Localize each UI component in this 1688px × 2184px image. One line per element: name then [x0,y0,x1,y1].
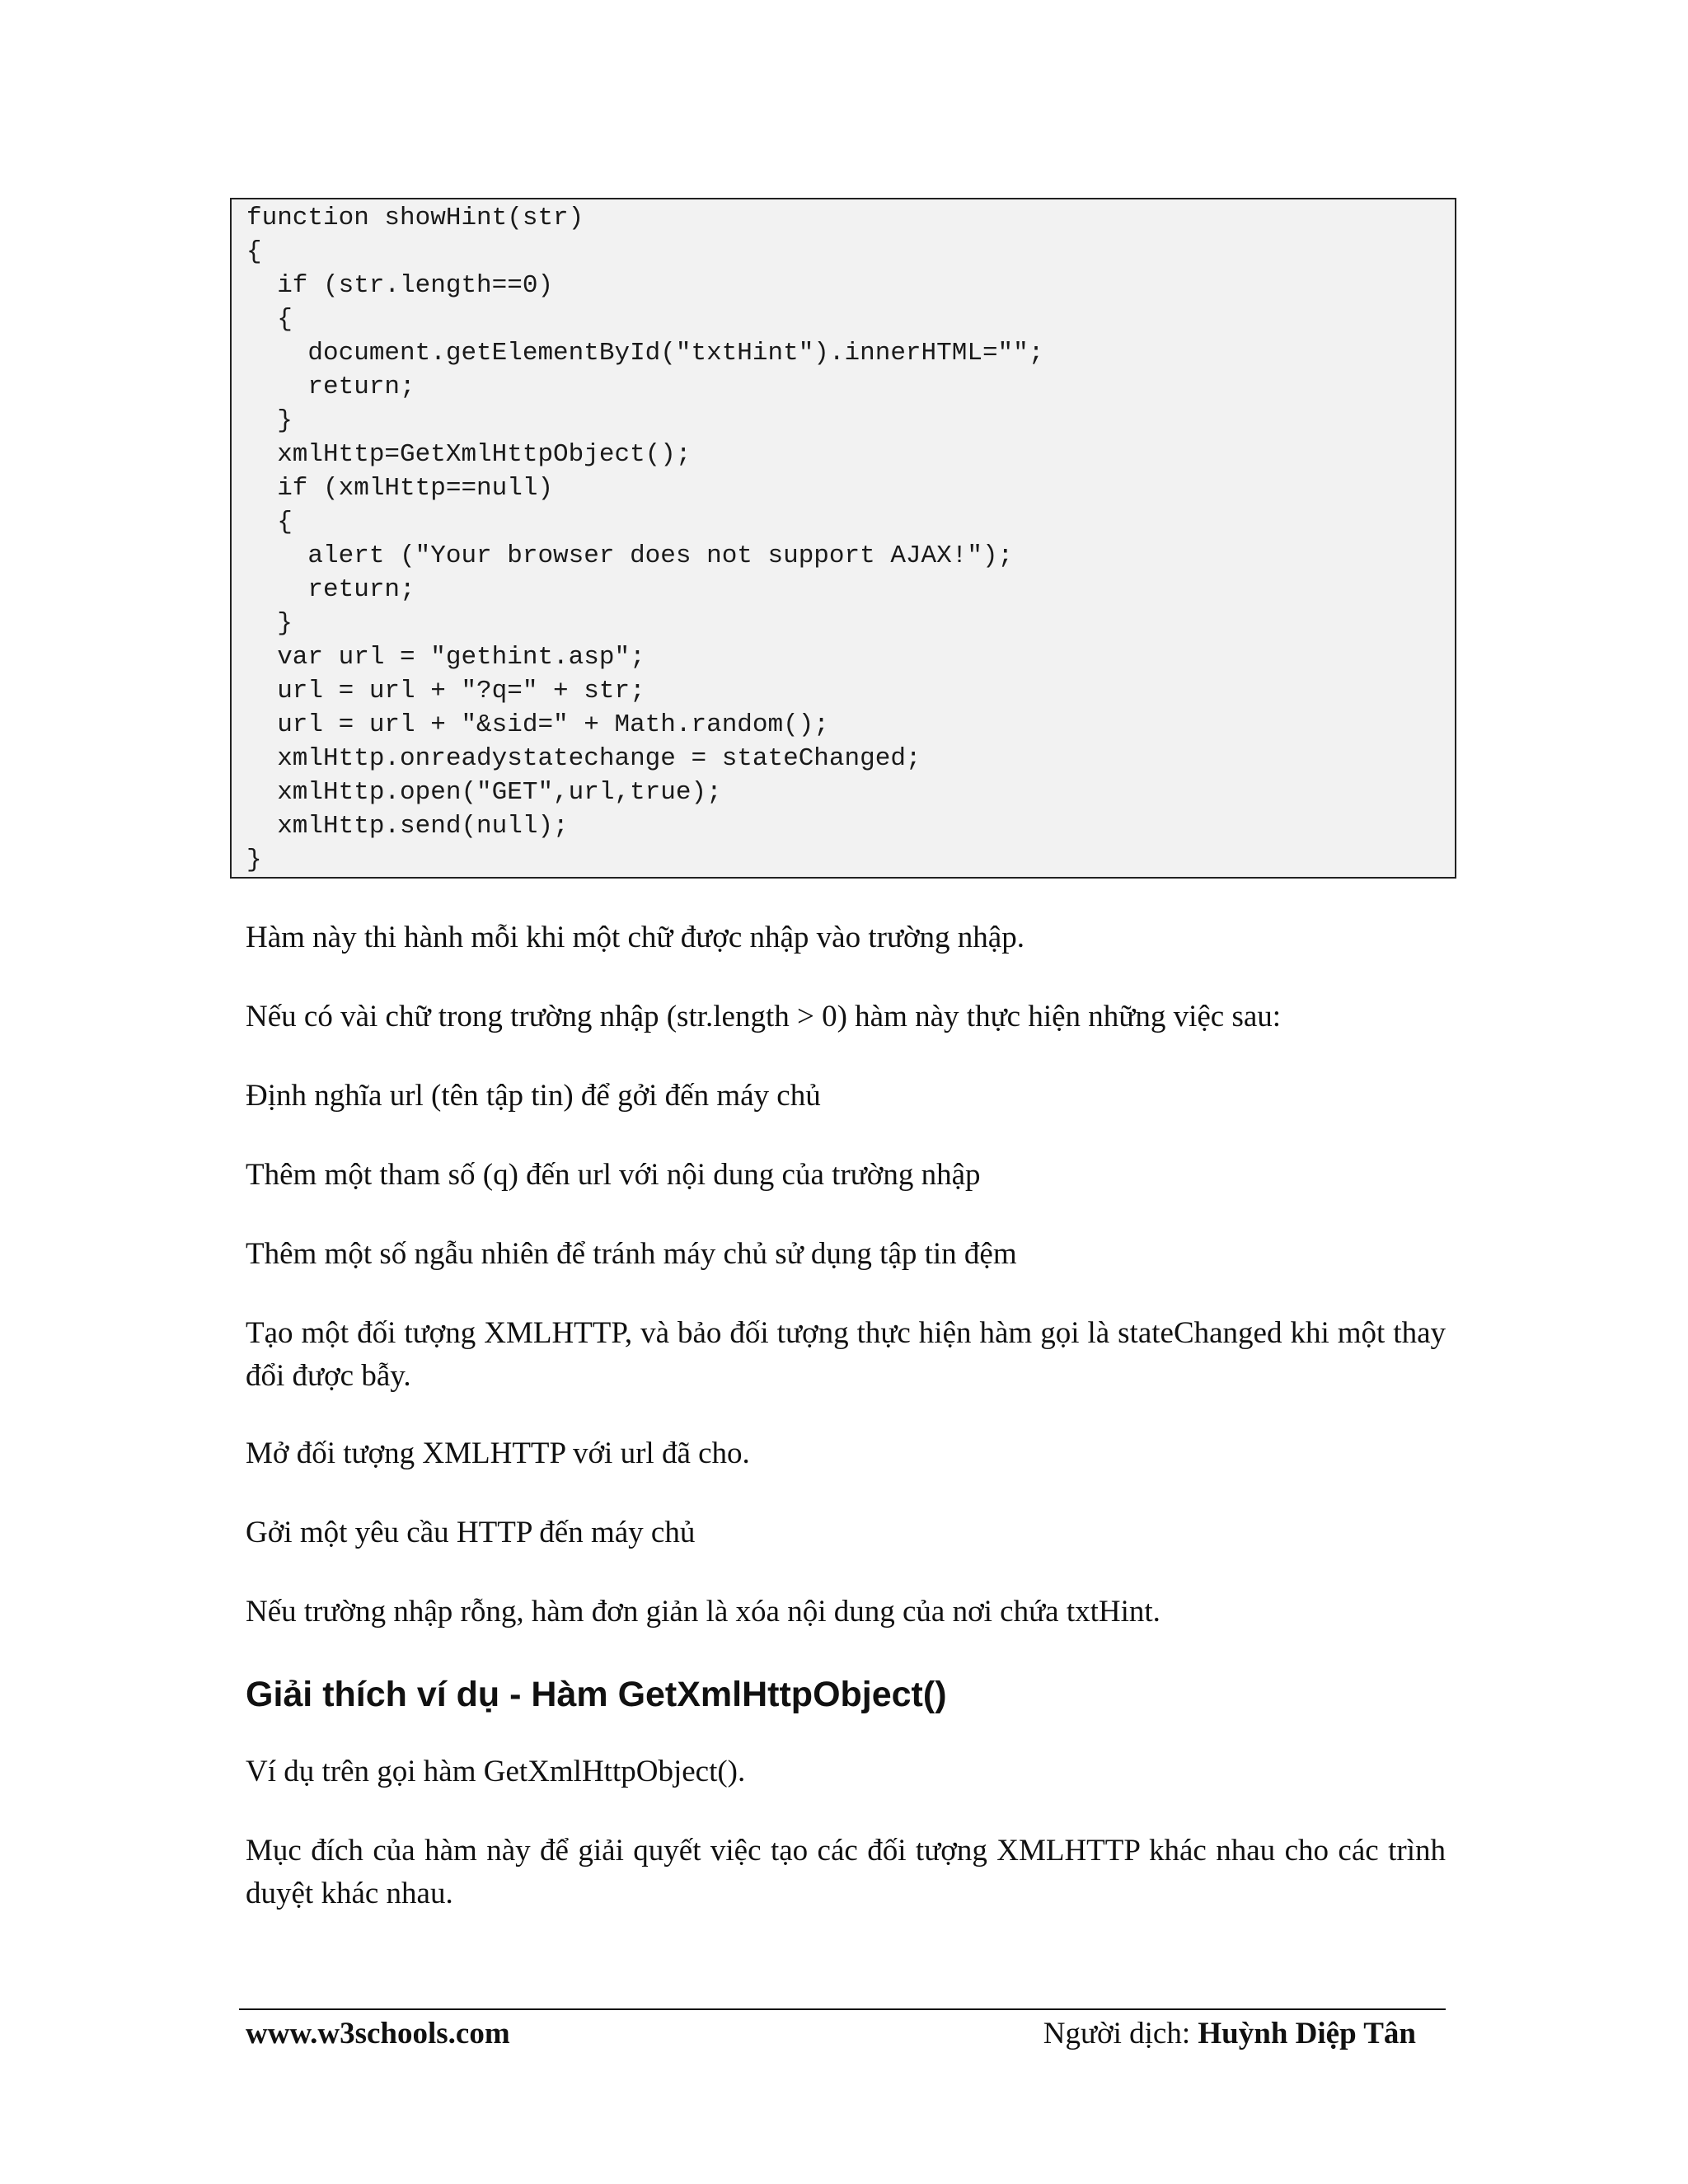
translator-name: Huỳnh Diệp Tân [1198,2017,1416,2050]
code-line: xmlHttp.onreadystatechange = stateChanged; [246,744,921,773]
code-line: } [246,846,262,874]
code-line: var url = "gethint.asp"; [246,643,645,672]
code-line: } [246,609,293,638]
paragraph: Mục đích của hàm này để giải quyết việc tạo các đối tượng XMLHTTP khác nhau cho các trình duyệt khác nhau. [246,1834,1446,1910]
paragraph: Tạo một đối tượng XMLHTTP, và bảo đối tượng thực hiện hàm gọi là stateChanged khi một thay đổi được bẫy. [246,1316,1446,1393]
code-line: { [246,237,262,266]
paragraph: Định nghĩa url (tên tập tin) để gởi đến máy chủ [246,1079,821,1113]
section-heading: Giải thích ví dụ - Hàm GetXmlHttpObject() [246,1675,947,1714]
footer-divider [239,2008,1446,2010]
code-line: url = url + "&sid=" + Math.random(); [246,710,829,739]
code-line: url = url + "?q=" + str; [246,677,645,705]
paragraph: Thêm một số ngẫu nhiên để tránh máy chủ sử dụng tập tin đệm [246,1237,1017,1271]
paragraph: Hàm này thi hành mỗi khi một chữ được nhập vào trường nhập. [246,921,1025,954]
paragraph: Ví dụ trên gọi hàm GetXmlHttpObject(). [246,1755,746,1788]
code-line: return; [246,575,415,604]
code-block [230,198,1456,879]
paragraph: Thêm một tham số (q) đến url với nội dung của trường nhập [246,1158,981,1192]
code-line: xmlHttp=GetXmlHttpObject(); [246,440,692,469]
code-line: alert ("Your browser does not support AJAX!"); [246,541,1014,570]
code-line: { [246,508,293,537]
paragraph: Mở đối tượng XMLHTTP với url đã cho. [246,1436,750,1470]
code-line: xmlHttp.send(null); [246,812,569,841]
code-line: } [246,406,293,435]
footer-website: www.w3schools.com [246,2017,510,2050]
paragraph: Nếu trường nhập rỗng, hàm đơn giản là xóa nội dung của nơi chứa txtHint. [246,1595,1160,1629]
code-line: if (xmlHttp==null) [246,474,554,503]
code-line: function showHint(str) [246,204,584,232]
code-line: { [246,305,293,334]
code-line: return; [246,373,415,401]
paragraph: Gởi một yêu cầu HTTP đến máy chủ [246,1516,696,1549]
code-line: document.getElementById("txtHint").innerHTML=""; [246,339,1044,368]
paragraph: Nếu có vài chữ trong trường nhập (str.length > 0) hàm này thực hiện những việc sau: [246,1000,1282,1033]
footer-translator [1043,2011,1416,2057]
code-line: xmlHttp.open("GET",url,true); [246,778,722,807]
translator-label: Người dịch: [1043,2017,1191,2050]
code-line: if (str.length==0) [246,271,554,300]
